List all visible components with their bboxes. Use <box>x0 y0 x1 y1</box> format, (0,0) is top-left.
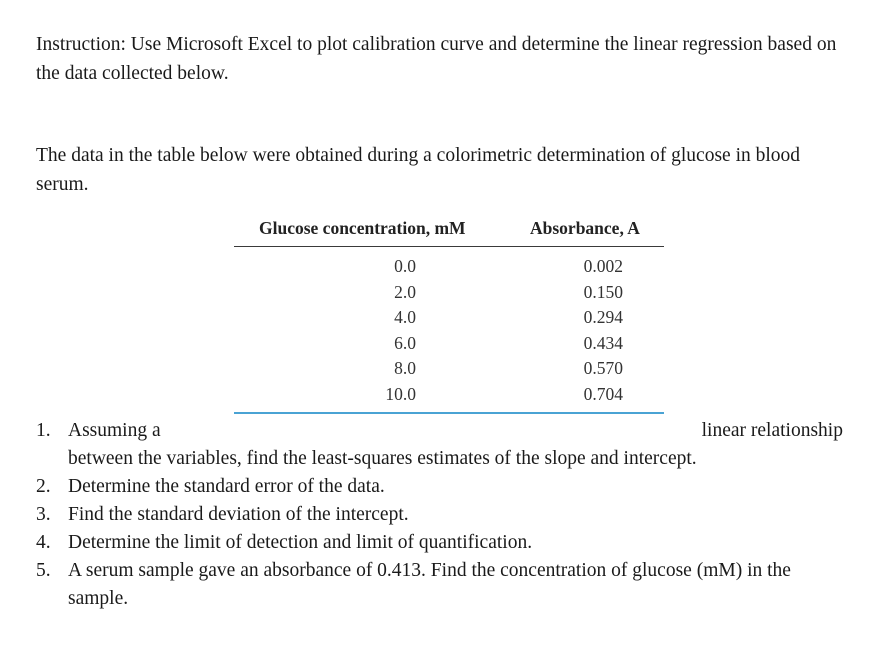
concentration-column <box>354 254 416 407</box>
concentration-cell: 4.0 <box>394 307 416 327</box>
absorbance-column <box>559 254 623 407</box>
intro-text: The data in the table below were obtained during a colorimetric determination of glucose in blood serum. <box>36 145 801 195</box>
question-text-start: Assuming a <box>68 420 161 441</box>
question-list <box>36 417 851 613</box>
question-text: Determine the limit of detection and limit of quantification. <box>68 532 533 553</box>
absorbance-cell: 0.150 <box>583 281 623 302</box>
concentration-cell: 10.0 <box>385 383 416 404</box>
question-number: 4. <box>36 532 51 553</box>
question-item <box>36 417 851 473</box>
question-text-middle: linear <box>701 420 747 441</box>
question-text: Find the standard deviation of the intercept. <box>68 504 409 525</box>
question-text-end: relationship between the variables, find the least-squares estimates of the slope and intercept. <box>68 420 843 469</box>
header-concentration: Glucose concentration, mM <box>259 218 466 238</box>
absorbance-cell: 0.704 <box>583 383 623 404</box>
question-item <box>36 501 851 529</box>
question-text: Determine the standard error of the data. <box>68 476 385 497</box>
concentration-cell: 8.0 <box>394 358 416 378</box>
absorbance-cell: 0.570 <box>583 358 623 378</box>
absorbance-cell: 0.002 <box>583 256 623 276</box>
absorbance-cell: 0.294 <box>583 307 623 327</box>
concentration-cell: 6.0 <box>394 332 416 353</box>
header-absorbance: Absorbance, A <box>530 218 640 238</box>
question-text: A serum sample gave an absorbance of 0.413. Find the concentration of glucose (mM) in the sample. <box>68 560 791 609</box>
question-number: 3. <box>36 504 51 525</box>
table-bottom-rule <box>234 412 664 414</box>
question-number: 1. <box>36 420 51 441</box>
concentration-cell: 2.0 <box>394 281 416 302</box>
question-number: 5. <box>36 560 51 581</box>
question-item <box>36 557 851 613</box>
concentration-cell: 0.0 <box>394 256 416 276</box>
absorbance-cell: 0.434 <box>583 332 623 353</box>
table-top-rule <box>234 246 664 247</box>
question-number: 2. <box>36 476 51 497</box>
question-item <box>36 529 851 557</box>
instruction-text: Instruction: Use Microsoft Excel to plot calibration curve and determine the linear regression based on the data collected below. <box>36 34 837 84</box>
question-item <box>36 473 851 501</box>
